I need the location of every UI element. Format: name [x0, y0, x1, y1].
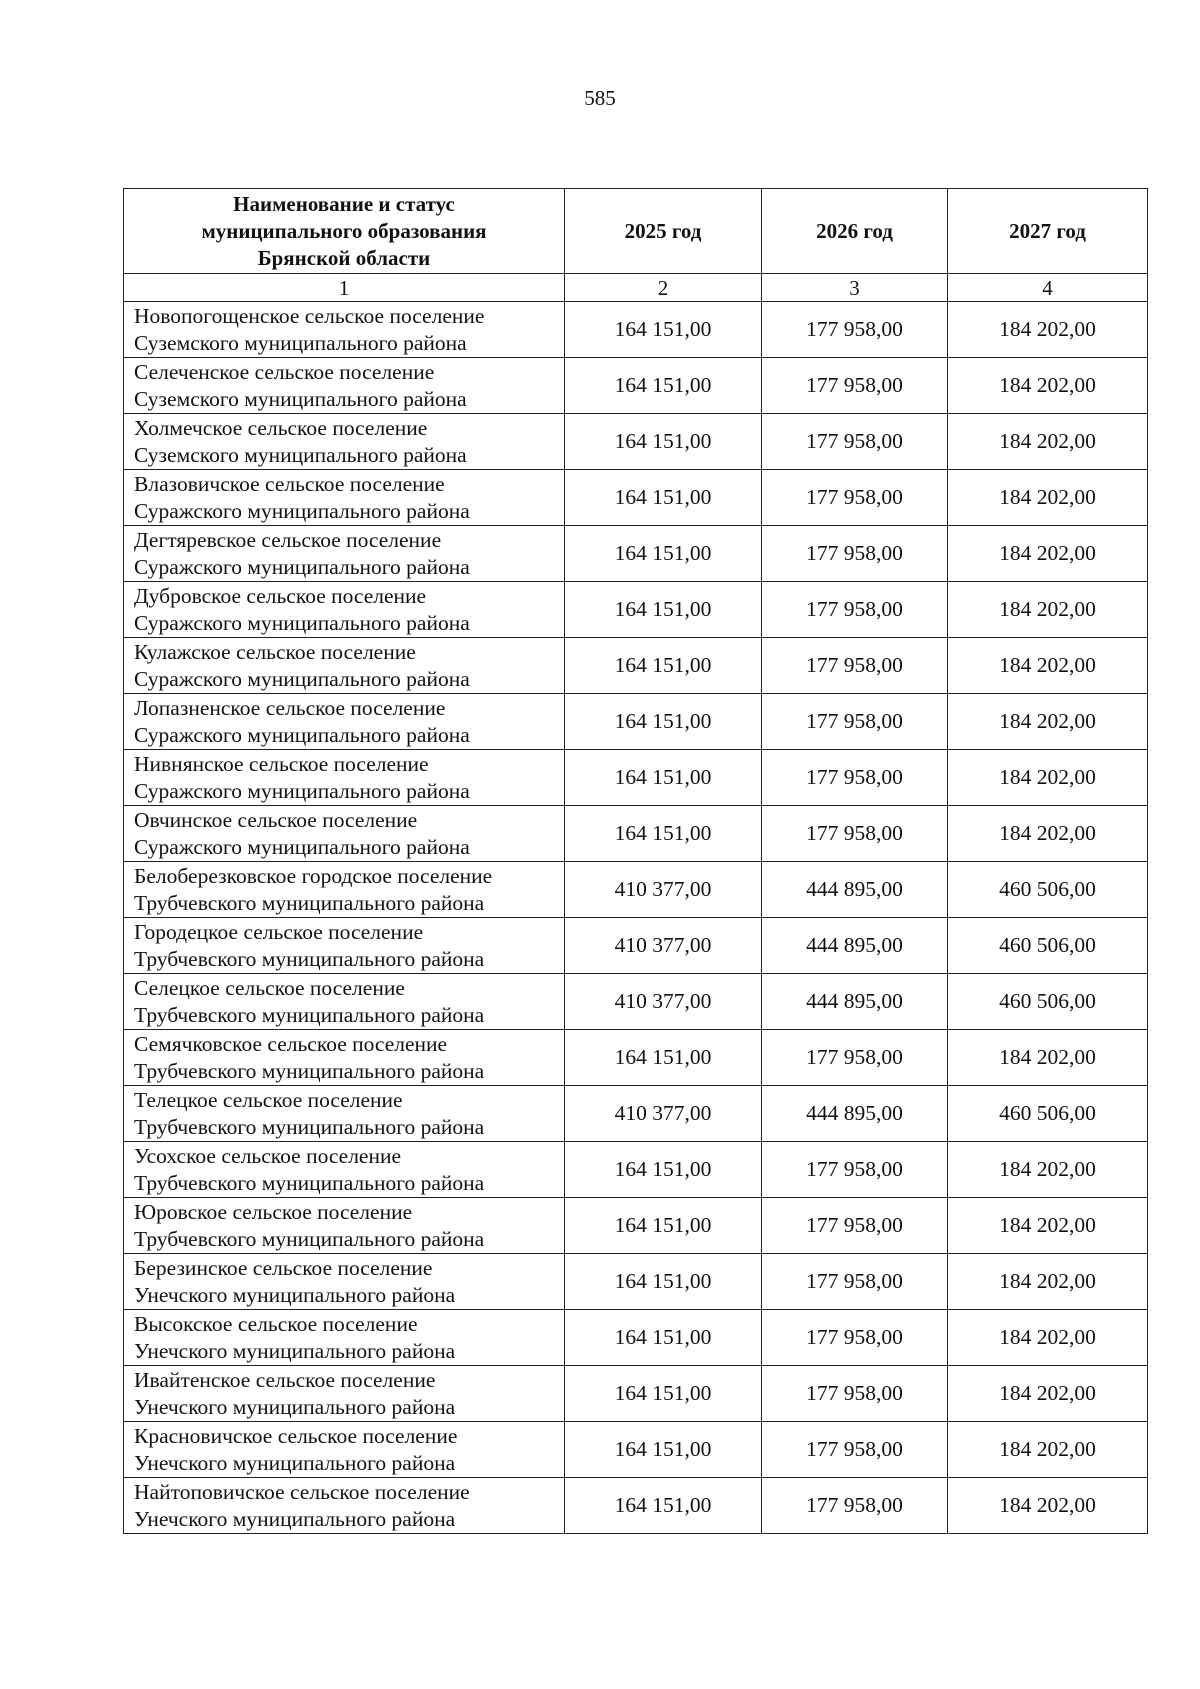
- municipality-name-cell: [124, 358, 565, 414]
- column-number: 2: [565, 274, 762, 302]
- settlement-name: Нивнянское сельское поселение: [134, 751, 429, 776]
- municipality-name-cell: [124, 470, 565, 526]
- district-name: Трубчевского муниципального района: [134, 1002, 485, 1027]
- district-name: Унечского муниципального района: [134, 1282, 456, 1307]
- value-2025-cell: 164 151,00: [565, 582, 762, 638]
- value-2025-cell: 164 151,00: [565, 750, 762, 806]
- municipality-name-cell: [124, 918, 565, 974]
- value-2025-cell: 164 151,00: [565, 1422, 762, 1478]
- value-2025-cell: 164 151,00: [565, 694, 762, 750]
- district-name: Суражского муниципального района: [134, 834, 470, 859]
- value-2026-cell: 177 958,00: [762, 1366, 948, 1422]
- district-name: Трубчевского муниципального района: [134, 1170, 485, 1195]
- value-2025-cell: 164 151,00: [565, 1198, 762, 1254]
- municipality-name-cell: [124, 1254, 565, 1310]
- table-row: [124, 1030, 1148, 1086]
- table-row: [124, 1198, 1148, 1254]
- settlement-name: Дубровское сельское поселение: [134, 583, 427, 608]
- settlement-name: Белоберезковское городское поселение: [134, 863, 493, 888]
- value-2027-cell: 184 202,00: [948, 414, 1148, 470]
- value-2025-cell: 410 377,00: [565, 974, 762, 1030]
- table-row: [124, 1422, 1148, 1478]
- budget-table: [123, 188, 1148, 1534]
- header-municipality-line: муниципального образования: [201, 218, 487, 243]
- header-year-2026: 2026 год: [762, 189, 948, 274]
- value-2025-cell: 164 151,00: [565, 1254, 762, 1310]
- settlement-name: Найтоповичское сельское поселение: [134, 1479, 470, 1504]
- header-year-2025: 2025 год: [565, 189, 762, 274]
- value-2026-cell: 177 958,00: [762, 1478, 948, 1534]
- value-2026-cell: 177 958,00: [762, 1198, 948, 1254]
- district-name: Суражского муниципального района: [134, 778, 470, 803]
- value-2025-cell: 164 151,00: [565, 1142, 762, 1198]
- value-2026-cell: 177 958,00: [762, 1422, 948, 1478]
- value-2025-cell: 164 151,00: [565, 414, 762, 470]
- municipality-name-cell: [124, 1478, 565, 1534]
- value-2025-cell: 164 151,00: [565, 526, 762, 582]
- settlement-name: Кулажское сельское поселение: [134, 639, 416, 664]
- value-2027-cell: 184 202,00: [948, 806, 1148, 862]
- value-2027-cell: 460 506,00: [948, 862, 1148, 918]
- value-2027-cell: 460 506,00: [948, 918, 1148, 974]
- settlement-name: Усохское сельское поселение: [134, 1143, 402, 1168]
- column-number: 3: [762, 274, 948, 302]
- value-2025-cell: 410 377,00: [565, 862, 762, 918]
- district-name: Суземского муниципального района: [134, 386, 467, 411]
- settlement-name: Селеченское сельское поселение: [134, 359, 435, 384]
- district-name: Суражского муниципального района: [134, 666, 470, 691]
- value-2026-cell: 177 958,00: [762, 470, 948, 526]
- value-2027-cell: 184 202,00: [948, 526, 1148, 582]
- district-name: Трубчевского муниципального района: [134, 890, 485, 915]
- district-name: Трубчевского муниципального района: [134, 946, 485, 971]
- municipality-name-cell: [124, 1366, 565, 1422]
- value-2027-cell: 184 202,00: [948, 470, 1148, 526]
- district-name: Унечского муниципального района: [134, 1394, 456, 1419]
- header-municipality-line: Наименование и статус: [233, 191, 455, 216]
- value-2025-cell: 164 151,00: [565, 1478, 762, 1534]
- value-2026-cell: 177 958,00: [762, 1310, 948, 1366]
- settlement-name: Семячковское сельское поселение: [134, 1031, 448, 1056]
- value-2027-cell: 184 202,00: [948, 694, 1148, 750]
- settlement-name: Влазовичское сельское поселение: [134, 471, 445, 496]
- value-2026-cell: 177 958,00: [762, 582, 948, 638]
- municipality-name-cell: [124, 638, 565, 694]
- table-row: [124, 358, 1148, 414]
- municipality-name-cell: [124, 526, 565, 582]
- table-row: [124, 1310, 1148, 1366]
- value-2026-cell: 177 958,00: [762, 806, 948, 862]
- municipality-name-cell: [124, 750, 565, 806]
- district-name: Унечского муниципального района: [134, 1506, 456, 1531]
- table-row: [124, 918, 1148, 974]
- column-number-row: [124, 274, 1148, 302]
- municipality-name-cell: [124, 414, 565, 470]
- table-row: [124, 750, 1148, 806]
- municipality-name-cell: [124, 1422, 565, 1478]
- header-municipality: [124, 189, 565, 274]
- value-2027-cell: 184 202,00: [948, 1030, 1148, 1086]
- value-2025-cell: 164 151,00: [565, 638, 762, 694]
- value-2025-cell: 164 151,00: [565, 302, 762, 358]
- value-2026-cell: 444 895,00: [762, 1086, 948, 1142]
- value-2026-cell: 444 895,00: [762, 918, 948, 974]
- table-row: [124, 974, 1148, 1030]
- municipality-name-cell: [124, 302, 565, 358]
- value-2025-cell: 164 151,00: [565, 358, 762, 414]
- district-name: Трубчевского муниципального района: [134, 1226, 485, 1251]
- settlement-name: Телецкое сельское поселение: [134, 1087, 403, 1112]
- settlement-name: Красновичское сельское поселение: [134, 1423, 458, 1448]
- table-row: [124, 302, 1148, 358]
- municipality-name-cell: [124, 1030, 565, 1086]
- value-2026-cell: 177 958,00: [762, 302, 948, 358]
- page-number: 585: [584, 86, 616, 110]
- value-2027-cell: 184 202,00: [948, 638, 1148, 694]
- value-2027-cell: 184 202,00: [948, 750, 1148, 806]
- settlement-name: Холмечское сельское поселение: [134, 415, 428, 440]
- settlement-name: Лопазненское сельское поселение: [134, 695, 446, 720]
- value-2027-cell: 184 202,00: [948, 582, 1148, 638]
- column-number: 4: [948, 274, 1148, 302]
- value-2027-cell: 184 202,00: [948, 1310, 1148, 1366]
- value-2027-cell: 184 202,00: [948, 1422, 1148, 1478]
- settlement-name: Ивайтенское сельское поселение: [134, 1367, 436, 1392]
- value-2026-cell: 177 958,00: [762, 526, 948, 582]
- value-2026-cell: 444 895,00: [762, 974, 948, 1030]
- district-name: Унечского муниципального района: [134, 1450, 456, 1475]
- municipality-name-cell: [124, 1142, 565, 1198]
- table-row: [124, 1142, 1148, 1198]
- settlement-name: Селецкое сельское поселение: [134, 975, 405, 1000]
- value-2025-cell: 410 377,00: [565, 918, 762, 974]
- column-number: 1: [124, 274, 565, 302]
- municipality-name-cell: [124, 974, 565, 1030]
- value-2025-cell: 164 151,00: [565, 1366, 762, 1422]
- value-2026-cell: 177 958,00: [762, 750, 948, 806]
- header-year-2027: 2027 год: [948, 189, 1148, 274]
- value-2025-cell: 164 151,00: [565, 1030, 762, 1086]
- header-municipality-line: Брянской области: [257, 245, 431, 270]
- table-row: [124, 1086, 1148, 1142]
- value-2027-cell: 184 202,00: [948, 358, 1148, 414]
- settlement-name: Юровское сельское поселение: [134, 1199, 413, 1224]
- district-name: Суражского муниципального района: [134, 610, 470, 635]
- value-2025-cell: 164 151,00: [565, 1310, 762, 1366]
- value-2026-cell: 177 958,00: [762, 358, 948, 414]
- value-2026-cell: 177 958,00: [762, 1142, 948, 1198]
- district-name: Суземского муниципального района: [134, 330, 467, 355]
- municipality-name-cell: [124, 1198, 565, 1254]
- value-2027-cell: 184 202,00: [948, 302, 1148, 358]
- value-2025-cell: 164 151,00: [565, 806, 762, 862]
- table-row: [124, 414, 1148, 470]
- value-2027-cell: 184 202,00: [948, 1254, 1148, 1310]
- value-2026-cell: 177 958,00: [762, 414, 948, 470]
- district-name: Унечского муниципального района: [134, 1338, 456, 1363]
- settlement-name: Высокское сельское поселение: [134, 1311, 418, 1336]
- district-name: Трубчевского муниципального района: [134, 1058, 485, 1083]
- value-2026-cell: 444 895,00: [762, 862, 948, 918]
- table-header-row: [124, 189, 1148, 274]
- value-2026-cell: 177 958,00: [762, 1030, 948, 1086]
- municipality-name-cell: [124, 694, 565, 750]
- value-2027-cell: 460 506,00: [948, 974, 1148, 1030]
- value-2027-cell: 184 202,00: [948, 1366, 1148, 1422]
- district-name: Суражского муниципального района: [134, 722, 470, 747]
- value-2026-cell: 177 958,00: [762, 1254, 948, 1310]
- table-row: [124, 1478, 1148, 1534]
- settlement-name: Дегтяревское сельское поселение: [134, 527, 442, 552]
- settlement-name: Городецкое сельское поселение: [134, 919, 424, 944]
- district-name: Суземского муниципального района: [134, 442, 467, 467]
- district-name: Суражского муниципального района: [134, 498, 470, 523]
- table-row: [124, 638, 1148, 694]
- table-body: [124, 302, 1148, 1534]
- municipality-name-cell: [124, 1310, 565, 1366]
- table-row: [124, 582, 1148, 638]
- settlement-name: Овчинское сельское поселение: [134, 807, 418, 832]
- district-name: Трубчевского муниципального района: [134, 1114, 485, 1139]
- table-row: [124, 526, 1148, 582]
- table-row: [124, 1254, 1148, 1310]
- settlement-name: Новопогощенское сельское поселение: [134, 303, 485, 328]
- value-2027-cell: 184 202,00: [948, 1198, 1148, 1254]
- municipality-name-cell: [124, 1086, 565, 1142]
- value-2025-cell: 410 377,00: [565, 1086, 762, 1142]
- municipality-name-cell: [124, 582, 565, 638]
- municipality-name-cell: [124, 806, 565, 862]
- value-2027-cell: 184 202,00: [948, 1478, 1148, 1534]
- value-2026-cell: 177 958,00: [762, 638, 948, 694]
- table-row: [124, 806, 1148, 862]
- settlement-name: Березинское сельское поселение: [134, 1255, 433, 1280]
- value-2026-cell: 177 958,00: [762, 694, 948, 750]
- table-row: [124, 694, 1148, 750]
- value-2025-cell: 164 151,00: [565, 470, 762, 526]
- table-row: [124, 1366, 1148, 1422]
- municipality-name-cell: [124, 862, 565, 918]
- value-2027-cell: 460 506,00: [948, 1086, 1148, 1142]
- district-name: Суражского муниципального района: [134, 554, 470, 579]
- table-row: [124, 470, 1148, 526]
- value-2027-cell: 184 202,00: [948, 1142, 1148, 1198]
- table-row: [124, 862, 1148, 918]
